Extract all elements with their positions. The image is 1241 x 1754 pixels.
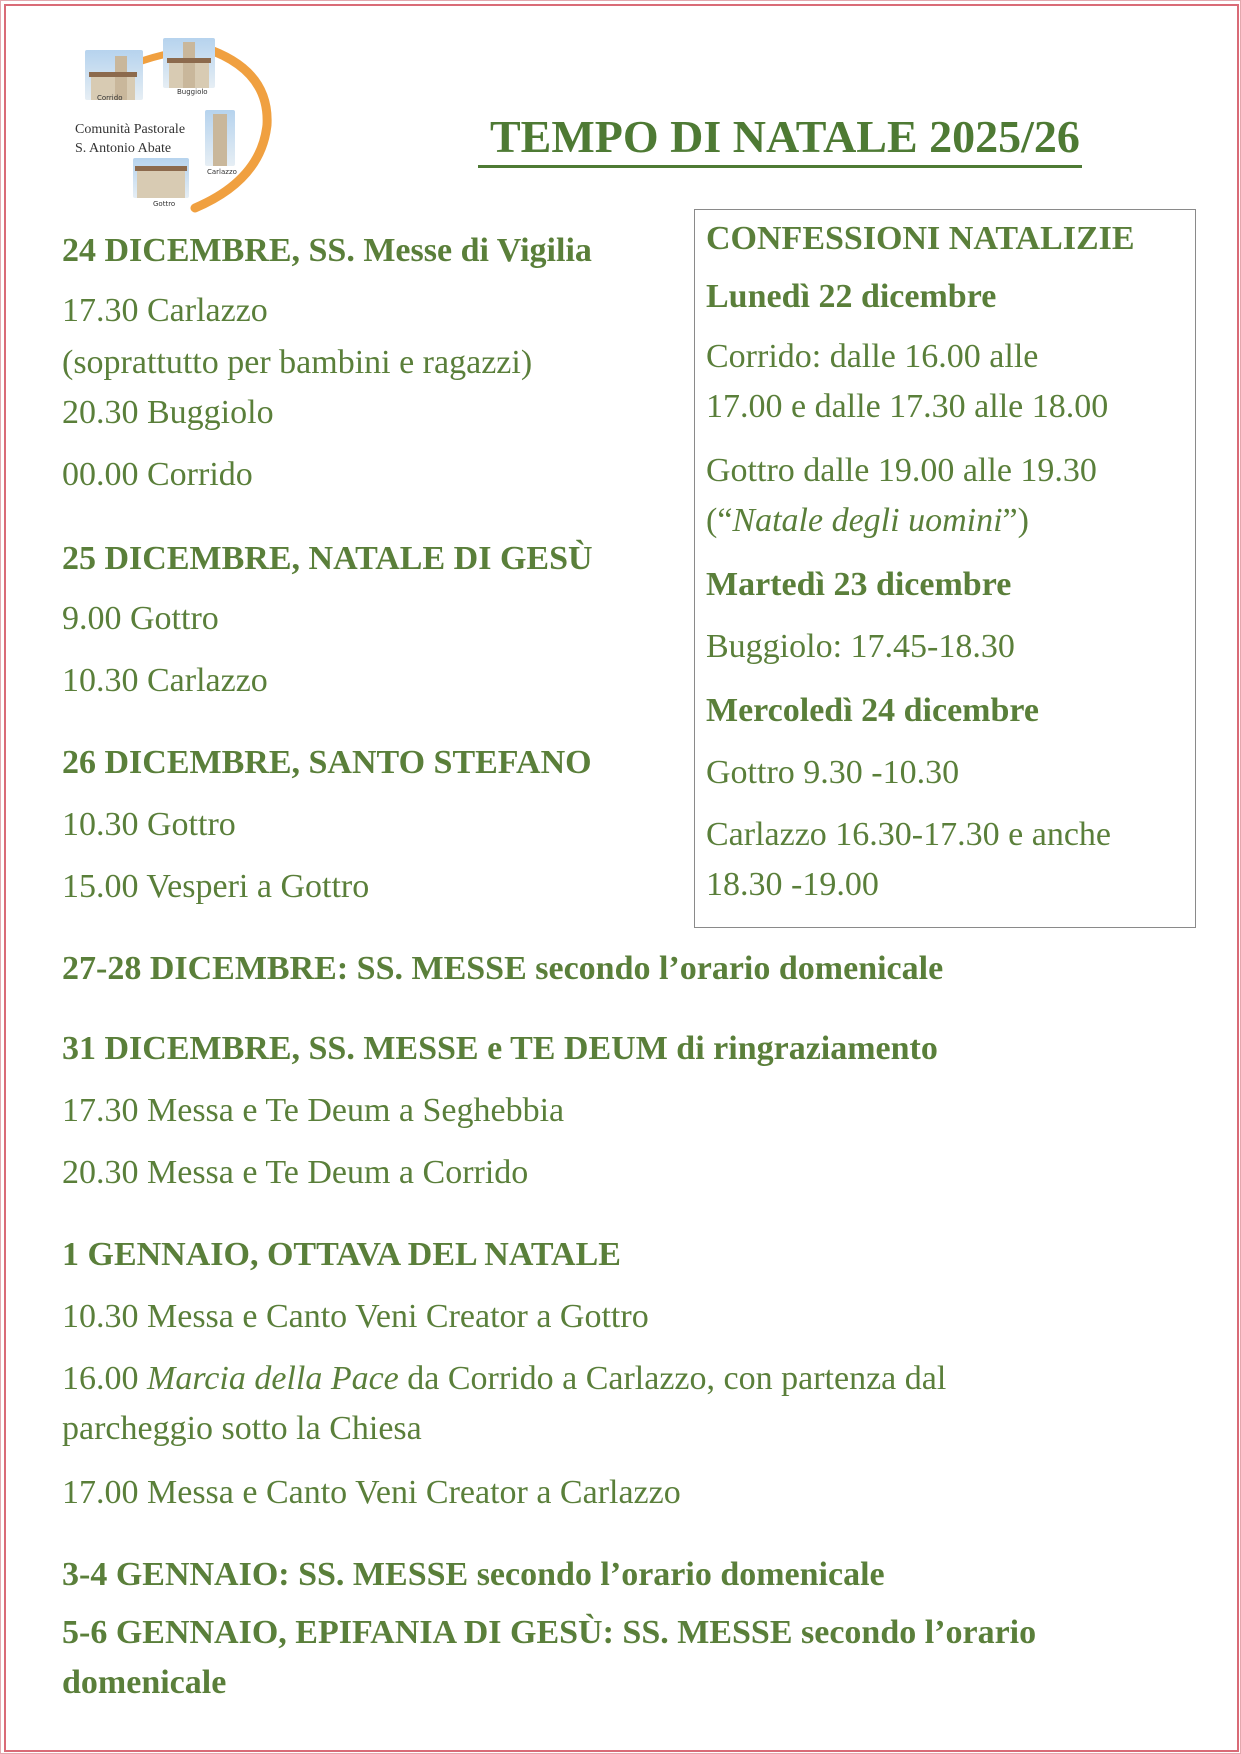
jan1-item-2 — [62, 1360, 946, 1398]
dec25-item-2: 10.30 Carlazzo — [62, 662, 268, 699]
dec25-item-1: 9.00 Gottro — [62, 600, 219, 637]
page-title: TEMPO DI NATALE 2025/26 — [478, 110, 1082, 168]
dec24-item-3: 20.30 Buggiolo — [62, 394, 274, 431]
confessions-wednesday-line2: Carlazzo 16.30-17.30 e anche — [706, 816, 1111, 853]
logo-org-line2: S. Antonio Abate — [75, 141, 172, 156]
confessions-wednesday-line3: 18.30 -19.00 — [706, 866, 879, 903]
logo-org-name — [75, 120, 185, 158]
jan1-heading: 1 GENNAIO, OTTAVA DEL NATALE — [62, 1236, 621, 1273]
logo-caption-buggiolo: Buggiolo — [177, 88, 208, 96]
confessions-day-monday: Lunedì 22 dicembre — [706, 278, 997, 315]
jan5-6-line-1: 5-6 GENNAIO, EPIFANIA DI GESÙ: SS. MESSE secondo l’orario — [62, 1614, 1037, 1651]
church-image-gottro — [133, 158, 189, 198]
confessions-monday-line3: Gottro dalle 19.00 alle 19.30 — [706, 452, 1097, 489]
dec24-item-1: 17.30 Carlazzo — [62, 292, 268, 329]
confessions-heading: CONFESSIONI NATALIZIE — [706, 220, 1135, 257]
church-image-corrido — [85, 50, 143, 100]
logo-caption-carlazzo: Carlazzo — [207, 168, 237, 176]
dec26-item-1: 10.30 Gottro — [62, 806, 236, 843]
parish-logo — [55, 30, 295, 240]
logo-org-line1: Comunità Pastorale — [75, 122, 186, 137]
confessions-day-tuesday: Martedì 23 dicembre — [706, 566, 1012, 603]
confessions-monday-line1: Corrido: dalle 16.00 alle — [706, 338, 1039, 375]
dec27-28-line: 27-28 DICEMBRE: SS. MESSE secondo l’orario domenicale — [62, 950, 944, 987]
marcia-della-pace: Marcia della Pace — [147, 1360, 399, 1397]
logo-caption-corrido: Corrido — [97, 94, 123, 102]
church-image-carlazzo — [205, 110, 235, 166]
confessions-tuesday-line1: Buggiolo: 17.45-18.30 — [706, 628, 1015, 665]
confessions-day-wednesday: Mercoledì 24 dicembre — [706, 692, 1039, 729]
quote-open: (“ — [706, 502, 733, 539]
jan5-6-line-2: domenicale — [62, 1664, 227, 1701]
logo-caption-gottro: Gottro — [153, 200, 176, 208]
jan1-item-2-rest: da Corrido a Carlazzo, con partenza dal — [398, 1360, 947, 1397]
dec31-heading: 31 DICEMBRE, SS. MESSE e TE DEUM di ringraziamento — [62, 1030, 938, 1067]
jan3-4-line: 3-4 GENNAIO: SS. MESSE secondo l’orario domenicale — [62, 1556, 885, 1593]
jan1-item-1: 10.30 Messa e Canto Veni Creator a Gottro — [62, 1298, 649, 1335]
church-image-buggiolo — [163, 38, 215, 88]
dec24-heading: 24 DICEMBRE, SS. Messe di Vigilia — [62, 232, 592, 269]
jan1-item-4: 17.00 Messa e Canto Veni Creator a Carlazzo — [62, 1474, 681, 1511]
dec25-heading: 25 DICEMBRE, NATALE DI GESÙ — [62, 540, 593, 577]
dec24-item-2: (soprattutto per bambini e ragazzi) — [62, 344, 533, 381]
natale-degli-uomini: Natale degli uomini — [732, 502, 1003, 539]
quote-close: ”) — [1002, 502, 1029, 539]
dec31-item-2: 20.30 Messa e Te Deum a Corrido — [62, 1154, 529, 1191]
confessions-monday-line2: 17.00 e dalle 17.30 alle 18.00 — [706, 388, 1109, 425]
confessions-wednesday-line1: Gottro 9.30 -10.30 — [706, 754, 960, 791]
dec26-heading: 26 DICEMBRE, SANTO STEFANO — [62, 744, 592, 781]
jan1-item-2-time: 16.00 — [62, 1360, 147, 1397]
dec31-item-1: 17.30 Messa e Te Deum a Seghebbia — [62, 1092, 565, 1129]
dec24-item-4: 00.00 Corrido — [62, 456, 253, 493]
confessions-monday-line4 — [706, 502, 1029, 540]
dec26-item-2: 15.00 Vesperi a Gottro — [62, 868, 370, 905]
confessions-box — [694, 209, 1196, 928]
jan1-item-3: parcheggio sotto la Chiesa — [62, 1410, 422, 1447]
